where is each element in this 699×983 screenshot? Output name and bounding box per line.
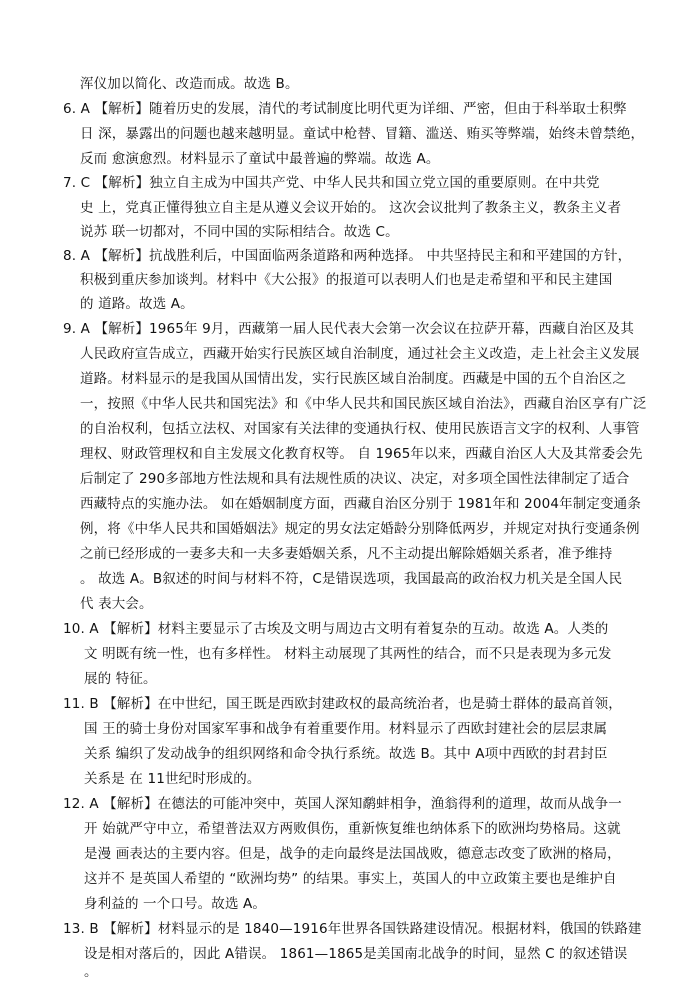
item-11-line-3: 关系 编织了发动战争的组织网络和命令执行系统。故选 B。其中 A项中西欧的封君封臣 bbox=[84, 746, 608, 762]
item-10-line-2: 文 明既有统一性，也有多样性。 材料主动展现了其两性的结合，而不只是表现为多元发 bbox=[84, 646, 612, 662]
item-12-line-5: 身利益的 一个口号。故选 A。 bbox=[84, 896, 267, 912]
item-7-line-2: 史 上，党真正懂得独立自主是从遵义会议开始的。 这次会议批判了教条主义，教条主义者 bbox=[80, 200, 622, 216]
item-8-line-2: 积极到重庆参加谈判。材料中《大公报》的报道可以表明人们也是走希望和平和民主建国 bbox=[80, 272, 613, 288]
item-9-line-8: 西藏特点的实施办法。 如在婚姻制度方面，西藏自治区分别于 1981年和 2004年制定变通条 bbox=[80, 496, 641, 512]
item-12-line-2: 开 始就严守中立，希望普法双方两败俱伤，重新恢复维也纳体系下的欧洲均势格局。这就 bbox=[84, 821, 621, 837]
item-11-line-1: 11. B 【解析】在中世纪，国王既是西欧封建政权的最高统治者，也是骑士群体的最高首领， bbox=[63, 696, 622, 712]
item-7-line-3: 说苏 联一切都对，不同中国的实际相结合。故选 C。 bbox=[80, 224, 399, 240]
item-13-line-3: 。 bbox=[84, 964, 98, 980]
item-9-line-9: 例，将《中华人民共和国婚姻法》规定的男女法定婚龄分别降低两岁，并规定对执行变通条例 bbox=[80, 521, 640, 537]
item-9-line-2: 人民政府宣告成立，西藏开始实行民族区域自治制度，通过社会主义改造，走上社会主义发展 bbox=[80, 346, 640, 362]
item-12-line-1: 12. A 【解析】在德法的可能冲突中，英国人深知鹬蚌相争，渔翁得利的道理，故而从战争一 bbox=[63, 796, 622, 812]
item-8-line-3: 的 道路。故选 A。 bbox=[80, 296, 194, 312]
item-12-line-3: 是漫 画表达的主要内容。但是，战争的走向最终是法国战败，德意志改变了欧洲的格局， bbox=[84, 846, 621, 862]
item-9-line-1: 9. A 【解析】1965年 9月，西藏第一届人民代表大会第一次会议在拉萨开幕，西藏自治区及其 bbox=[63, 321, 634, 337]
item-6-line-1: 6. A 【解析】随着历史的发展，清代的考试制度比明代更为详细、严密，但由于科举取士积弊 bbox=[63, 101, 627, 117]
item-12-line-4: 这并不 是英国人希望的 “欧洲均势” 的结果。事实上，英国人的中立政策主要也是维护自 bbox=[84, 871, 617, 887]
item-6-line-2: 日 深，暴露出的问题也越来越明显。童试中枪替、冒籍、滥送、贿买等弊端，始终未曾禁绝， bbox=[80, 126, 645, 142]
item-10-line-3: 展的 特征。 bbox=[84, 671, 157, 687]
item-7-line-1: 7. C 【解析】独立自主成为中国共产党、中华人民共和国立党立国的重要原则。在中共党 bbox=[63, 175, 600, 191]
item-9-line-10: 之前已经形成的一妻多夫和一夫多妻婚姻关系，凡不主动提出解除婚姻关系者，准予维持 bbox=[80, 546, 613, 562]
item-9-line-4: 一，按照《中华人民共和国宪法》和《中华人民共和国民族区域自治法》，西藏自治区享有广泛 bbox=[80, 396, 647, 412]
item-9-line-6: 理权、财政管理权和自主发展文化教育权等。 自 1965年以来，西藏自治区人大及其常委会先 bbox=[80, 446, 643, 462]
item-11-line-2: 国 王的骑士身份对国家军事和战争有着重要作用。材料显示了西欧封建社会的层层隶属 bbox=[84, 721, 608, 737]
item-9-line-3: 道路。材料显示的是我国从国情出发，实行民族区域自治制度。西藏是中国的五个自治区之 bbox=[80, 371, 626, 387]
intro-line-1: 浑仪加以简化、改造而成。故选 B。 bbox=[80, 76, 299, 92]
item-9-line-11: 。 故选 A。B叙述的时间与材料不符，C是错误选项，我国最高的政治权力机关是全国人民 bbox=[80, 571, 623, 587]
item-13-line-1: 13. B 【解析】材料显示的是 1840—1916年世界各国铁路建设情况。根据材料，俄国的铁路建 bbox=[63, 921, 642, 937]
item-8-line-1: 8. A 【解析】抗战胜利后，中国面临两条道路和两种选择。 中共坚持民主和和平建国的方针， bbox=[63, 248, 632, 264]
item-10-line-1: 10. A 【解析】材料主要显示了古埃及文明与周边古文明有着复杂的互动。故选 A。人类的 bbox=[63, 621, 609, 637]
item-11-line-4: 关系是 在 11世纪时形成的。 bbox=[84, 771, 261, 787]
item-9-line-5: 的自治权利，包括立法权、对国家有关法律的变通执行权、使用民族语言文字的权利、人事管 bbox=[80, 421, 640, 437]
item-9-line-7: 后制定了 290多部地方性法规和具有法规性质的决议、决定，对多项全国性法律制定了适合 bbox=[80, 471, 630, 487]
item-6-line-3: 反而 愈演愈烈。材料显示了童试中最普遍的弊端。故选 A。 bbox=[80, 151, 440, 167]
item-9-line-12: 代 表大会。 bbox=[80, 596, 153, 612]
item-13-line-2: 设是相对落后的，因此 A错误。 1861—1865是美国南北战争的时间，显然 C 的叙述错误 bbox=[84, 946, 628, 962]
